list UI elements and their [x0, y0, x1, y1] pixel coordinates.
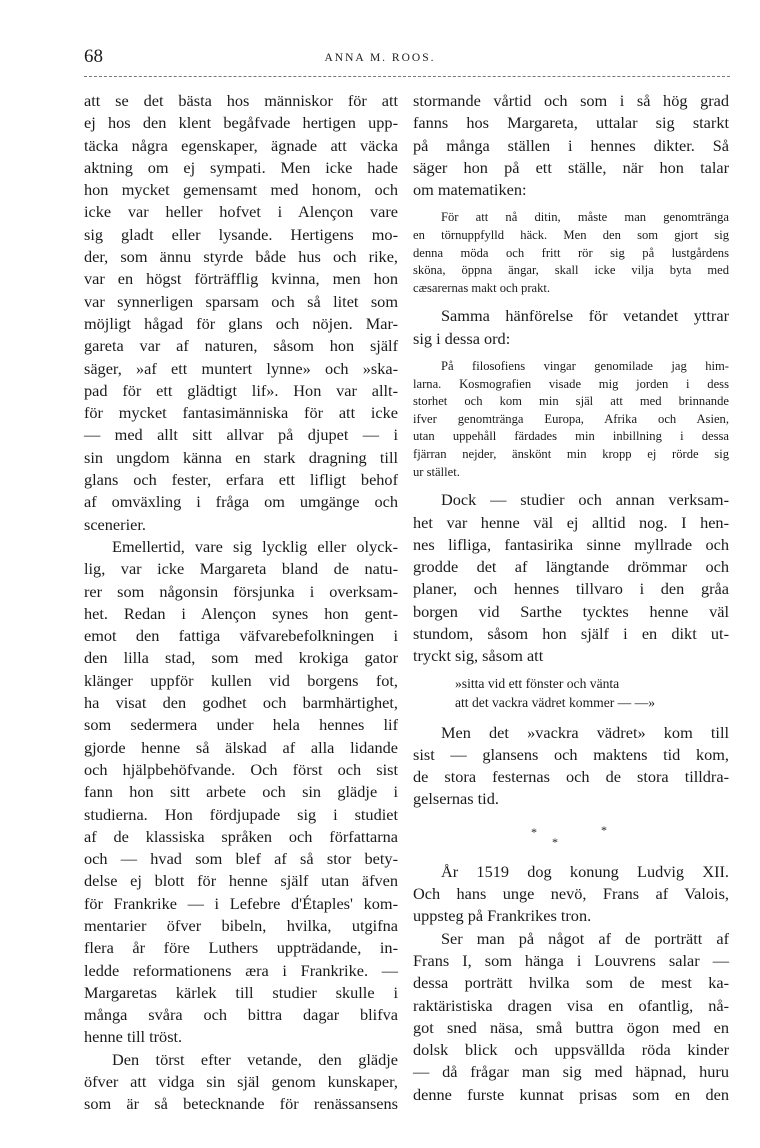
text-line: raktäristiska dragen visa en ofantlig, nå-: [413, 995, 729, 1015]
text-line: ej hos den klent begåfvade hertigen upp-: [84, 113, 398, 133]
asterism-icon: *: [552, 834, 558, 849]
text-line: ifver genomtränga Europa, Afrika och Asien,: [413, 411, 729, 426]
text-line: nes lifliga, fantasirika sinne myllrade och: [413, 534, 729, 554]
text-line: aktning om ej sympati. Men icke hade: [84, 157, 398, 177]
text-line: Frans I, som hänga i Louvrens salar —: [413, 950, 729, 970]
text-line: möjligt hågad för glans och nöjen. Mar-: [84, 313, 398, 333]
text-line: ledde reformationens æra i Frankrike. —: [84, 960, 398, 980]
text-line: storhet och kom min själ att med brinnande: [413, 394, 729, 409]
text-line: att det vackra vädret kommer — —»: [455, 694, 656, 710]
text-line: af de klassiska språken och författarna: [84, 826, 398, 846]
text-line: sist — glansens och maktens tid kom,: [413, 744, 729, 764]
text-line: grodde det af längtande drömmar och: [413, 557, 729, 577]
text-line: fann hon sitt arbete och sin glädje i: [84, 782, 398, 802]
text-line: icke var heller hofvet i Alençon vare: [84, 202, 398, 222]
left-column: [84, 90, 398, 1116]
text-line: henne till tröst.: [84, 1027, 183, 1047]
text-line: att se det bästa hos människor för att: [84, 91, 398, 110]
text-line: borgen vid Sarthe tycktes henne väl: [413, 601, 729, 621]
text-line: denna möda och fritt rör sig på lustgårdens: [413, 245, 729, 260]
text-line: fjärran nejder, änskönt min kropp ej rörde sig: [413, 447, 729, 462]
text-line: Margaretas kärlek till studier skulle i: [84, 982, 398, 1002]
text-line: klänger uppför kullen vid borgens fot,: [84, 670, 398, 690]
text-line: Emellertid, vare sig lycklig eller olyck-: [112, 536, 398, 556]
text-line: denne furste kunnat prisas som en den: [413, 1084, 729, 1104]
block-quote: [413, 358, 729, 481]
text-line: många svåra och bittra dagar blifva: [84, 1005, 398, 1025]
text-line: en törnuppfylld häck. Men den som gjort sig: [413, 228, 729, 243]
text-line: som är så betecknande för renässansens: [84, 1094, 398, 1114]
text-line: gareta var af naturen, såsom hon själf: [84, 336, 398, 356]
text-line: den lilla stad, som med krokiga gator: [84, 648, 398, 668]
paragraph: [413, 305, 729, 350]
text-line: de stora festernas och de stora tilldra-: [413, 767, 729, 787]
text-line: sin ungdom känna en stark dragning till: [84, 447, 398, 467]
page-number: 68: [84, 46, 103, 67]
header-rule: [84, 76, 730, 77]
asterism-icon: *: [531, 824, 537, 839]
text-line: fanns hos Margareta, uttalar sig starkt: [413, 113, 729, 133]
text-line: som sedermera under hela hennes lif: [84, 715, 398, 735]
text-line: tryckt sig, såsom att: [413, 646, 544, 666]
text-line: sköna, öppna ängar, skall icke vilja byta med: [413, 263, 729, 278]
text-line: Samma hänförelse för vetandet yttrar: [441, 306, 729, 326]
paragraph: [413, 861, 729, 928]
text-line: het. Redan i Alençon synes hon gent-: [84, 603, 398, 623]
text-line: År 1519 dog konung Ludvig XII.: [441, 861, 729, 881]
paragraph: [84, 536, 398, 1049]
text-line: på många ställen i hennes dikter. Så: [413, 135, 729, 155]
text-line: om matematiken:: [413, 180, 527, 200]
text-line: — med allt sitt allvar på djupet — i: [84, 425, 398, 445]
paragraph: [413, 90, 729, 201]
text-line: och hjälpbehöfvande. Och först och sist: [84, 759, 398, 779]
asterism-icon: *: [601, 822, 607, 837]
text-line: het var henne väl ej alltid nog. I hen-: [413, 512, 729, 532]
text-line: gelsernas tid.: [413, 789, 499, 809]
text-line: cæsarernas makt och prakt.: [413, 280, 551, 295]
text-line: För att nå ditin, måste man genomtränga: [441, 210, 729, 225]
section-break: [413, 811, 729, 861]
paragraph: [413, 722, 729, 811]
text-line: för mycket fantasimänniska för att icke: [84, 403, 398, 423]
text-line: sig gladt eller lysande. Hertigens mo-: [84, 224, 398, 244]
text-line: delse ej blott för henne själf utan äfven: [84, 871, 398, 891]
text-line: ha visat den godhet och barmhärtighet,: [84, 693, 398, 713]
paragraph: [84, 1049, 398, 1116]
running-head: ANNA M. ROOS.: [324, 52, 436, 64]
text-line: got sned näsa, små buttra ögon med en: [413, 1017, 729, 1037]
text-line: gjorde henne så älskad af alla lidande: [84, 737, 398, 757]
text-line: pad för ett glädtigt lif». Hon var allt-: [84, 380, 398, 400]
text-line: emot den fattiga väfvarebefolkningen i: [84, 626, 398, 646]
text-line: scenerier.: [84, 514, 146, 534]
paragraph: [84, 90, 398, 536]
paragraph: [413, 489, 729, 667]
right-column: [413, 90, 729, 1106]
text-line: öfver att vidga sin själ genom kunskaper,: [84, 1072, 398, 1092]
text-line: Men det »vackra vädret» kom till: [441, 722, 729, 742]
text-line: dolsk blick och uppsvällda röda kinder: [413, 1040, 729, 1060]
text-line: mentarier öfver bibeln, hvilka, utgifna: [84, 915, 398, 935]
text-line: ur stället.: [413, 464, 460, 479]
text-line: Dock — studier och annan verksam-: [441, 490, 729, 510]
text-line: säger hon på ett ställe, när hon talar: [413, 157, 729, 177]
text-line: stundom, såsom hon själf i en dikt ut-: [413, 623, 729, 643]
text-line: dessa porträtt hvilka som de mest ka-: [413, 973, 729, 993]
verse-quote: [455, 674, 729, 712]
text-line: stormande vårtid och som i så hög grad: [413, 91, 729, 110]
text-line: der, som ännu styrde både hus och rike,: [84, 247, 398, 267]
text-line: utan uppehåll färdades min inbillning i dessa: [413, 429, 729, 444]
text-line: Och hans unge nevö, Frans af Valois,: [413, 884, 729, 904]
block-quote: [413, 209, 729, 297]
text-line: sig i dessa ord:: [413, 328, 511, 348]
text-line: för Frankrike — i Lefebre d'Étaples' kom-: [84, 893, 398, 913]
text-line: hon mycket gemensamt med honom, och: [84, 180, 398, 200]
text-line: uppsteg på Frankrikes tron.: [413, 906, 592, 926]
text-line: Ser man på något af de porträtt af: [441, 928, 729, 948]
text-line: På filosofiens vingar genomilade jag him-: [441, 359, 729, 374]
text-line: säger, »af ett muntert lynne» och »ska-: [84, 358, 398, 378]
text-line: larna. Kosmografien visade mig jorden i dess: [413, 376, 729, 391]
text-line: och — hvad som blef af så stor bety-: [84, 849, 398, 869]
paragraph: [413, 928, 729, 1106]
text-line: Den törst efter vetande, den glädje: [112, 1049, 398, 1069]
text-line: glans och fester, erfara ett lifligt behof: [84, 470, 398, 490]
text-line: lig, var icke Margareta bland de natu-: [84, 559, 398, 579]
text-line: »sitta vid ett fönster och vänta: [455, 675, 620, 691]
text-line: planer, och hennes tillvaro i den gråa: [413, 579, 729, 599]
text-line: var en högst förträfflig kvinna, men hon: [84, 269, 398, 289]
text-line: rer som någonsin försjunka i overksam-: [84, 581, 398, 601]
text-line: af omväxling i fråga om umgänge och: [84, 492, 398, 512]
text-line: var synnerligen sparsam och så litet som: [84, 291, 398, 311]
text-line: flera år före Luthers uppträdande, in-: [84, 938, 398, 958]
text-line: täcka några egenskaper, ägnade att väcka: [84, 135, 398, 155]
text-line: — då frågar man sig med häpnad, huru: [413, 1062, 729, 1082]
text-line: studierna. Hon fördjupade sig i studiet: [84, 804, 398, 824]
